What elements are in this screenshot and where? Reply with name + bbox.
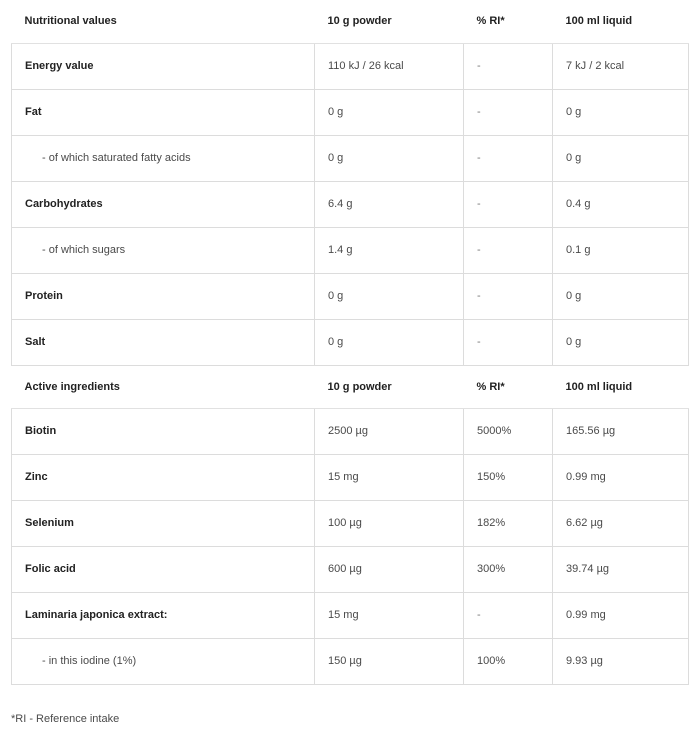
row-liquid-cell: 0.99 mg	[553, 592, 689, 638]
row-liquid-cell: 0 g	[553, 135, 689, 181]
nutrition-table	[11, 0, 689, 685]
row-label-cell: Protein	[12, 273, 315, 319]
row-label-cell: Laminaria japonica extract:	[12, 592, 315, 638]
nutritional-header-row	[12, 0, 689, 43]
row-liquid-cell: 0 g	[553, 319, 689, 365]
row-ri-cell: 100%	[464, 638, 553, 684]
row-powder-cell: 600 µg	[315, 546, 464, 592]
row-ri-cell: -	[464, 135, 553, 181]
row-ri-cell: -	[464, 592, 553, 638]
row-powder-cell: 15 mg	[315, 454, 464, 500]
active-header-row	[12, 365, 689, 408]
row-ri-cell: -	[464, 273, 553, 319]
row-label-cell: Energy value	[12, 43, 315, 89]
row-liquid-cell: 0 g	[553, 89, 689, 135]
row-powder-cell: 0 g	[315, 319, 464, 365]
table-row	[12, 273, 689, 319]
active-header-cell: % RI*	[464, 365, 553, 408]
row-label-cell: Selenium	[12, 500, 315, 546]
row-label-cell: - of which saturated fatty acids	[12, 135, 315, 181]
row-liquid-cell: 0.1 g	[553, 227, 689, 273]
row-label-cell: Fat	[12, 89, 315, 135]
row-liquid-cell: 6.62 µg	[553, 500, 689, 546]
row-powder-cell: 100 µg	[315, 500, 464, 546]
row-label-cell: - in this iodine (1%)	[12, 638, 315, 684]
row-liquid-cell: 9.93 µg	[553, 638, 689, 684]
row-liquid-cell: 39.74 µg	[553, 546, 689, 592]
nutritional-header-cell: 100 ml liquid	[553, 0, 689, 43]
nutritional-header-cell: % RI*	[464, 0, 553, 43]
row-powder-cell: 6.4 g	[315, 181, 464, 227]
table-row	[12, 500, 689, 546]
table-row	[12, 319, 689, 365]
row-label-cell: Folic acid	[12, 546, 315, 592]
active-header-cell: 100 ml liquid	[553, 365, 689, 408]
table-row	[12, 89, 689, 135]
row-powder-cell: 110 kJ / 26 kcal	[315, 43, 464, 89]
nutritional-header-cell: 10 g powder	[315, 0, 464, 43]
row-label-cell: Carbohydrates	[12, 181, 315, 227]
row-liquid-cell: 0 g	[553, 273, 689, 319]
table-row	[12, 408, 689, 454]
table-row	[12, 43, 689, 89]
row-ri-cell: -	[464, 227, 553, 273]
row-label-cell: Salt	[12, 319, 315, 365]
row-label-cell: Biotin	[12, 408, 315, 454]
row-powder-cell: 2500 µg	[315, 408, 464, 454]
row-powder-cell: 0 g	[315, 273, 464, 319]
row-liquid-cell: 0.4 g	[553, 181, 689, 227]
row-ri-cell: -	[464, 181, 553, 227]
row-ri-cell: 5000%	[464, 408, 553, 454]
table-row	[12, 227, 689, 273]
row-powder-cell: 0 g	[315, 89, 464, 135]
active-header-cell: Active ingredients	[12, 365, 315, 408]
row-ri-cell: -	[464, 89, 553, 135]
table-row	[12, 546, 689, 592]
table-row	[12, 592, 689, 638]
row-ri-cell: 150%	[464, 454, 553, 500]
footnote: *RI - Reference intake	[11, 713, 120, 725]
table-row	[12, 638, 689, 684]
table-row	[12, 454, 689, 500]
row-ri-cell: 182%	[464, 500, 553, 546]
table-row	[12, 135, 689, 181]
row-powder-cell: 1.4 g	[315, 227, 464, 273]
row-ri-cell: -	[464, 319, 553, 365]
row-label-cell: Zinc	[12, 454, 315, 500]
row-powder-cell: 0 g	[315, 135, 464, 181]
nutritional-header-cell: Nutritional values	[12, 0, 315, 43]
table-row	[12, 181, 689, 227]
row-powder-cell: 150 µg	[315, 638, 464, 684]
row-powder-cell: 15 mg	[315, 592, 464, 638]
row-label-cell: - of which sugars	[12, 227, 315, 273]
row-liquid-cell: 7 kJ / 2 kcal	[553, 43, 689, 89]
row-ri-cell: -	[464, 43, 553, 89]
row-liquid-cell: 0.99 mg	[553, 454, 689, 500]
row-liquid-cell: 165.56 µg	[553, 408, 689, 454]
active-header-cell: 10 g powder	[315, 365, 464, 408]
row-ri-cell: 300%	[464, 546, 553, 592]
